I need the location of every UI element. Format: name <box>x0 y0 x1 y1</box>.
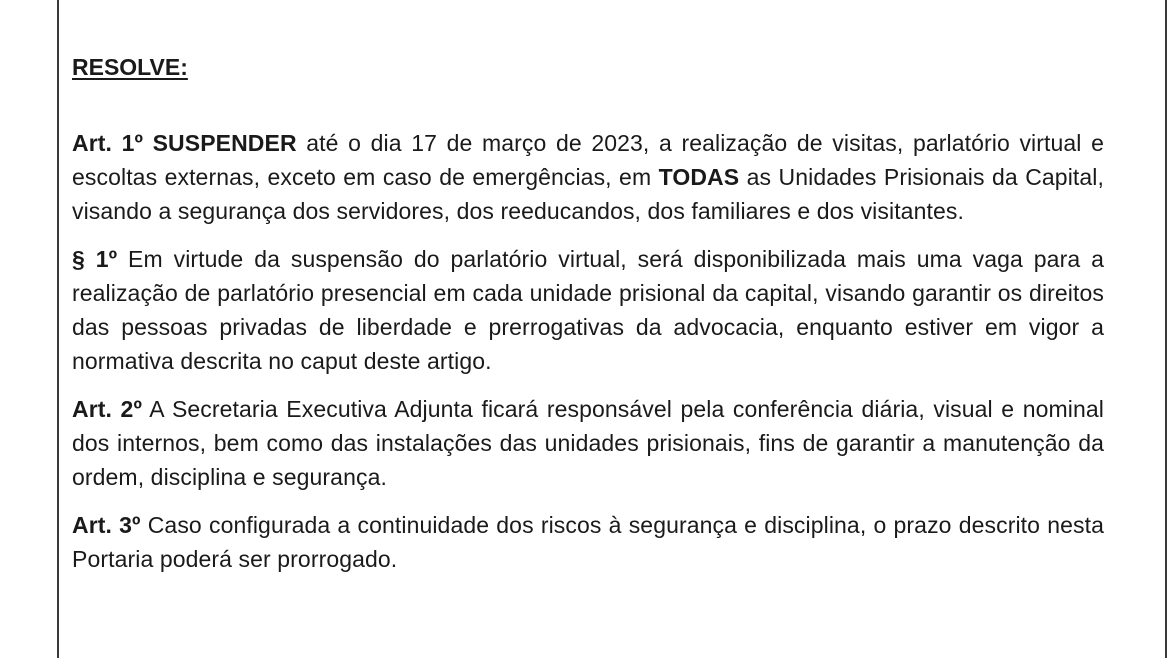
article-2-label: Art. 2º <box>72 396 142 422</box>
article-3-text: Caso configurada a continuidade dos riscos à segurança e disciplina, o prazo descrito nesta Portaria poderá ser prorrogado. <box>72 512 1104 572</box>
article-1-verb: SUSPENDER <box>152 130 297 156</box>
article-1-emphasis: TODAS <box>658 164 740 190</box>
article-3-label: Art. 3º <box>72 512 141 538</box>
paragraph-1 <box>72 242 1104 378</box>
resolve-heading: RESOLVE: <box>72 54 188 80</box>
article-2 <box>72 392 1104 494</box>
article-1-label: Art. 1º <box>72 130 143 156</box>
article-1 <box>72 126 1104 228</box>
article-3 <box>72 508 1104 576</box>
article-1-text-a: até o dia 17 de março de 2023, a realização de visitas, parlatório virtual e escoltas externas, exceto em caso de emergências, em <box>72 130 1104 190</box>
paragraph-1-label: § 1º <box>72 246 118 272</box>
article-1-text-b: as Unidades Prisionais da Capital, visando a segurança dos servidores, dos reeducandos, dos familiares e dos visitantes. <box>72 164 1104 224</box>
article-2-text: A Secretaria Executiva Adjunta ficará responsável pela conferência diária, visual e nominal dos internos, bem como das instalações das unidades prisionais, fins de garantir a manutenção da ordem, disciplina e segurança. <box>72 396 1104 490</box>
document-body <box>72 50 1104 590</box>
paragraph-1-text: Em virtude da suspensão do parlatório virtual, será disponibilizada mais uma vaga para a realização de parlatório presencial em cada unidade prisional da capital, visando garantir os direitos das pessoas privadas de liberdade e prerrogativas da advocacia, enquanto estiver em vigor a normativa descrita no caput deste artigo. <box>72 246 1104 374</box>
